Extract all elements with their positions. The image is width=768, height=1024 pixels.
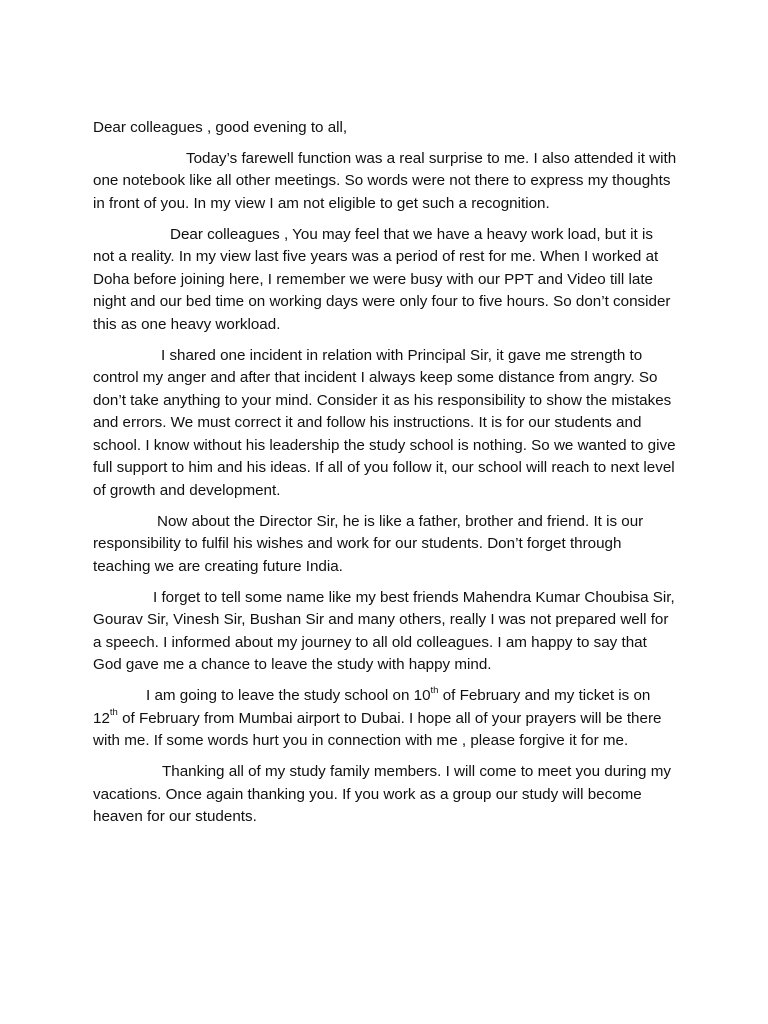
departure-text-2: of February and my ticket is on 12: [93, 687, 651, 727]
paragraph-director: Now about the Director Sir, he is like a father, brother and friend. It is our responsibility to fulfil his wishes and work for our students. Don’t forget through teaching we are creating future India.: [93, 512, 644, 575]
paragraph-friends: I forget to tell some name like my best friends Mahendra Kumar Choubisa Sir, Gourav Sir, Vinesh Sir, Bushan Sir and many others, really I was not prepared well for a speech. I informed about my journey to all old colleagues. I am happy to say that God gave me a chance to leave the study with happy mind.: [93, 588, 675, 673]
letter-body: [93, 117, 678, 837]
ordinal-suffix-1: th: [430, 684, 439, 696]
greeting-line: Dear colleagues , good evening to all,: [93, 119, 348, 136]
departure-text-3: of February from Mumbai airport to Dubai. I hope all of your prayers will be there with me. If some words hurt you in connection with me , please forgive it for me.: [93, 709, 662, 749]
paragraph-principal: I shared one incident in relation with Principal Sir, it gave me strength to control my anger and after that incident I always keep some distance from angry. So don’t take anything to your mind. Consider it as his responsibility to show the mistakes and errors. We must correct it and follow his instructions. It is for our students and school. I know without his leadership the study school is nothing. So we wanted to give full support to him and his ideas. If all of you follow it, our school will reach to next level of growth and development.: [93, 346, 676, 499]
departure-text-1: I am going to leave the study school on 10: [146, 687, 431, 704]
paragraph-farewell-surprise: Today’s farewell function was a real surprise to me. I also attended it with one notebook like all other meetings. So words were not there to express my thoughts in front of you. In my view I am not eligible to get such a recognition.: [93, 149, 677, 212]
paragraph-departure: [93, 685, 678, 753]
paragraph-workload: Dear colleagues , You may feel that we have a heavy work load, but it is not a reality. In my view last five years was a period of rest for me. When I worked at Doha before joining here, I remember we were busy with our PPT and Video till late night and our bed time on working days were only four to five hours. So don’t consider this as one heavy workload.: [93, 225, 671, 333]
ordinal-suffix-2: th: [109, 707, 118, 719]
paragraph-thanks: Thanking all of my study family members. I will come to meet you during my vacations. Once again thanking you. If you work as a group our study will become heaven for our students.: [93, 763, 671, 825]
